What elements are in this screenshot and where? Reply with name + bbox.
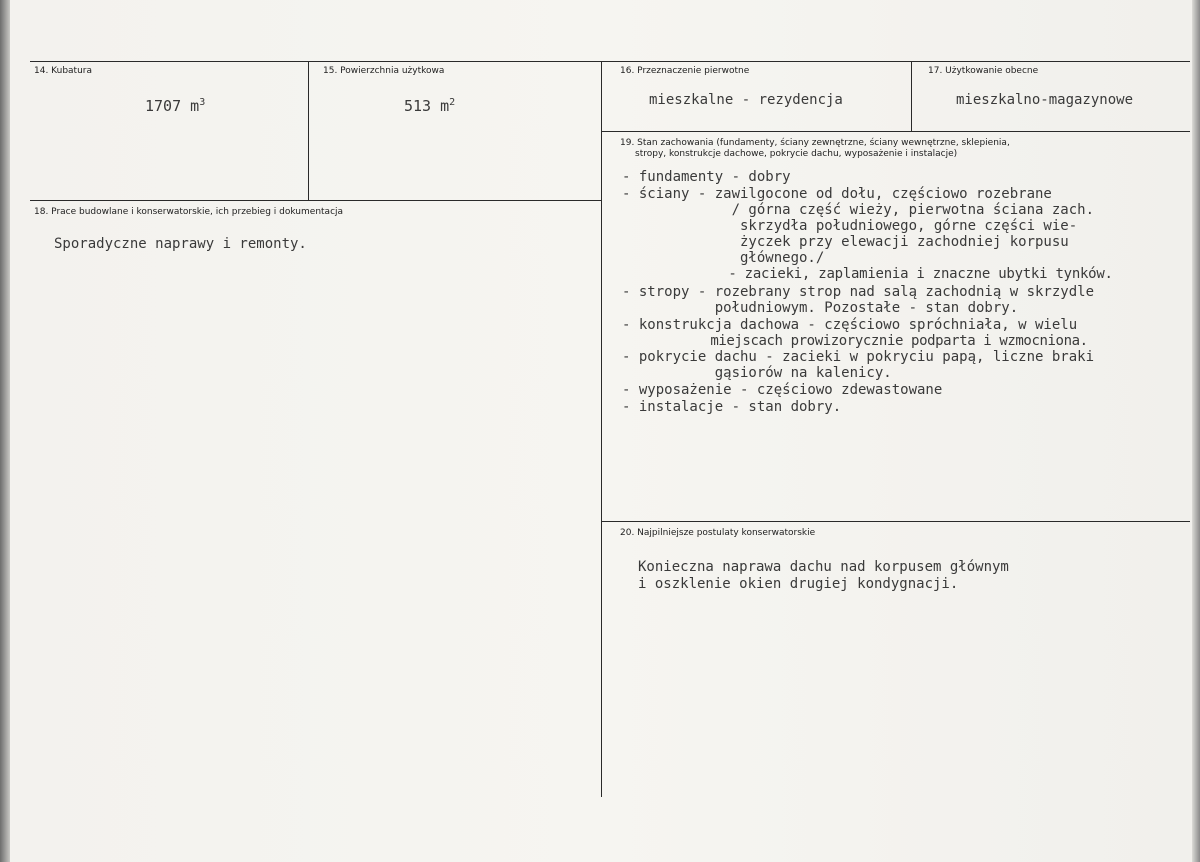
condition-line: - zacieki, zaplamienia i znaczne ubytki tynków.	[622, 266, 1113, 282]
condition-line: - pokrycie dachu - zacieki w pokryciu papą, liczne braki	[622, 349, 1095, 365]
field-17-label: 17. Użytkowanie obecne	[928, 66, 1039, 76]
condition-line: miejscach prowizorycznie podparta i wzmocniona.	[622, 333, 1088, 349]
divider-16-17	[911, 61, 912, 132]
record-card	[10, 0, 1192, 862]
condition-line: / górna część wieży, pierwotna ściana zach.	[622, 202, 1095, 218]
field-20-label: 20. Najpilniejsze postulaty konserwatorskie	[620, 528, 816, 538]
divider-main	[601, 61, 602, 797]
condition-line: życzek przy elewacji zachodniej korpusu	[622, 234, 1069, 250]
condition-line: - ściany - zawilgocone od dołu, częściowo rozebrane	[622, 186, 1052, 202]
field-14-value	[145, 94, 205, 115]
field-16-value: mieszkalne - rezydencja	[649, 92, 843, 108]
rule-16-17-bottom	[602, 131, 1190, 132]
rule-14-15-bottom	[30, 200, 602, 201]
field-20-line2: i oszklenie okien drugiej kondygnacji.	[638, 576, 959, 592]
field-18-value: Sporadyczne naprawy i remonty.	[54, 236, 307, 252]
scan-edge-left	[0, 0, 10, 862]
field-18-label: 18. Prace budowlane i konserwatorskie, ich przebieg i dokumentacja	[34, 207, 344, 217]
top-rule	[30, 61, 1190, 62]
condition-line: głównego./	[622, 250, 825, 266]
condition-line: skrzydła południowego, górne części wie-	[622, 218, 1078, 234]
field-19-label-line1: 19. Stan zachowania (fundamenty, ściany zewnętrzne, ściany wewnętrzne, sklepienia,	[620, 138, 1010, 148]
condition-line: - wyposażenie - częściowo zdewastowane	[622, 382, 943, 398]
field-14-label: 14. Kubatura	[34, 66, 93, 76]
condition-line: południowym. Pozostałe - stan dobry.	[622, 300, 1019, 316]
field-15-number: 513 m	[404, 97, 450, 115]
field-15-label: 15. Powierzchnia użytkowa	[323, 66, 445, 76]
field-15-value	[404, 94, 455, 115]
condition-line: - konstrukcja dachowa - częściowo spróchniała, w wielu	[622, 317, 1078, 333]
field-15-unit-exponent: 2	[449, 97, 456, 108]
scan-edge-right	[1192, 0, 1200, 862]
field-19-label-line2: stropy, konstrukcje dachowe, pokrycie dachu, wyposażenie i instalacje)	[635, 149, 958, 159]
condition-line: - fundamenty - dobry	[622, 169, 791, 185]
field-17-value: mieszkalno-magazynowe	[956, 92, 1134, 108]
rule-19-bottom	[602, 521, 1190, 522]
field-14-unit-exponent: 3	[199, 97, 206, 108]
field-16-label: 16. Przeznaczenie pierwotne	[620, 66, 750, 76]
divider-14-15	[308, 61, 309, 201]
field-14-number: 1707 m	[145, 97, 200, 115]
condition-line: - instalacje - stan dobry.	[622, 399, 842, 415]
field-20-line1: Konieczna naprawa dachu nad korpusem głównym	[638, 559, 1009, 575]
condition-line: - stropy - rozebrany strop nad salą zachodnią w skrzydle	[622, 284, 1095, 300]
condition-line: gąsiorów na kalenicy.	[622, 365, 892, 381]
